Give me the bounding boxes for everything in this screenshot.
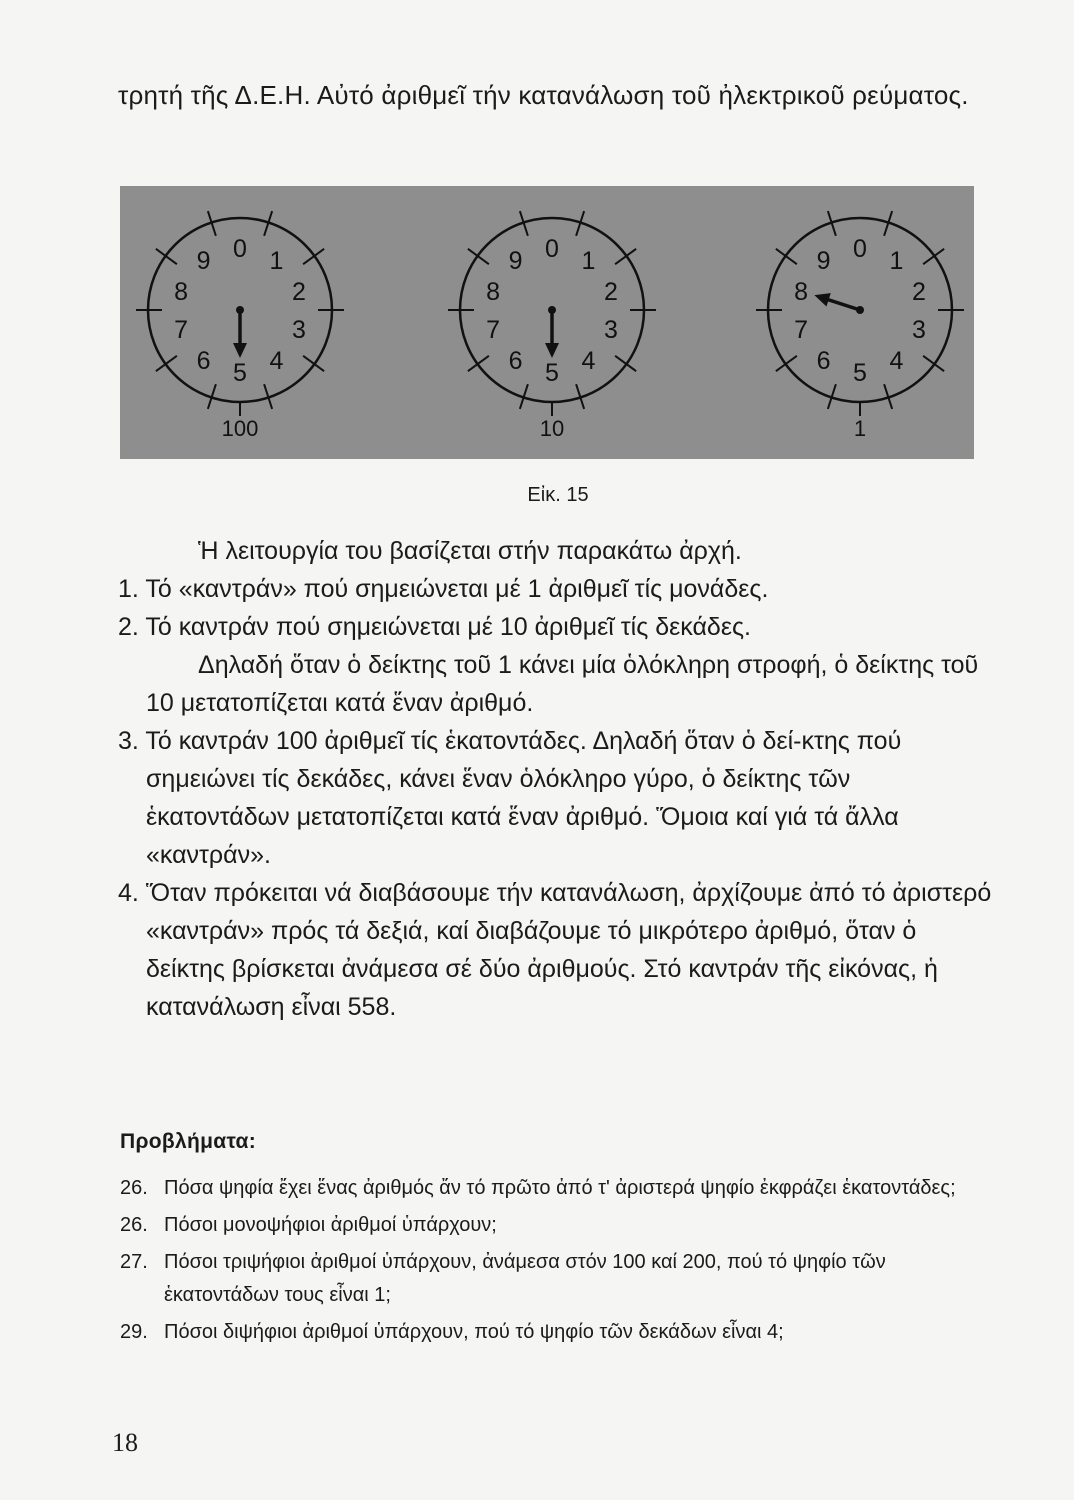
list-item-4: 4. Ὅταν πρόκειται νά διαβάσουμε τήν κατανάλωση, ἀρχίζουμε ἀπό τό ἀριστερό «καντράν» πρός τά δεξιά, καί διαβάζουμε τό μικρότερο ἀριθμό, ὅταν ὁ δείκτης βρίσκεται ἀνάμεσα σέ δύο ἀριθμούς. Στό καντράν τῆς εἰκόνας, ἡ κατανάλωση εἶναι 558. <box>118 879 992 1021</box>
dial-tick <box>156 249 177 264</box>
problem-item <box>120 1209 1000 1242</box>
page-number: 18 <box>112 1428 138 1457</box>
dial-digit: 1 <box>581 246 596 275</box>
intro-paragraph: τρητή τῆς Δ.Ε.Η. Αὐτό ἀριθμεῖ τήν κατανάλωση τοῦ ἠλεκτρικοῦ ρεύματος. <box>118 80 969 110</box>
dial-tick <box>156 356 177 371</box>
dial-digit: 8 <box>794 277 808 306</box>
dial-digit: 3 <box>292 316 306 345</box>
problem-item <box>120 1246 1000 1312</box>
problem-text: Πόσα ψηφία ἔχει ἕνας ἀριθμός ἄν τό πρῶτο ἀπό τ' ἀριστερά ψηφίο ἐκφράζει ἑκατοντάδες; <box>164 1177 956 1199</box>
dial-digit: 1 <box>269 246 284 275</box>
dial-digit: 2 <box>292 277 306 306</box>
dial-digit: 6 <box>816 347 831 376</box>
lead-sentence: Ἡ λειτουργία του βασίζεται στήν παρακάτω ἀρχή. <box>198 537 742 565</box>
dial-digit: 2 <box>604 277 618 306</box>
dials-illustration <box>120 186 974 459</box>
problem-number: 26. <box>120 1214 148 1236</box>
dial-tick <box>923 249 944 264</box>
dial-tick <box>468 249 489 264</box>
dial-digit: 7 <box>794 316 808 345</box>
dial-digit: 9 <box>816 246 831 275</box>
figure-caption: Εἰκ. 15 <box>527 484 589 506</box>
dial-digit: 5 <box>545 359 559 387</box>
pointer-arrowhead <box>233 343 247 358</box>
dial-hub <box>548 306 556 314</box>
dial-digit: 5 <box>853 359 867 387</box>
dial-digit: 6 <box>196 347 211 376</box>
problem-item <box>120 1172 1000 1205</box>
dial-digit: 2 <box>912 277 926 306</box>
problems-list <box>120 1172 1000 1353</box>
dial-digit: 0 <box>233 235 247 263</box>
dial-tick <box>923 356 944 371</box>
dial-digit: 4 <box>889 347 904 376</box>
dial-hub <box>236 306 244 314</box>
problem-number: 26. <box>120 1177 148 1199</box>
dial-digit: 4 <box>581 347 596 376</box>
dial-units-label: 1 <box>853 416 867 441</box>
pointer-arrowhead <box>814 293 830 306</box>
dial-digit: 7 <box>174 316 188 345</box>
list-item-2: 2. Τό καντράν πού σημειώνεται μέ 10 ἀριθμεῖ τίς δεκάδες. <box>118 613 751 641</box>
problems-heading: Προβλήματα: <box>120 1130 257 1153</box>
problem-text: Πόσοι διψήφιοι ἀριθμοί ὑπάρχουν, πού τό ψηφίο τῶν δεκάδων εἶναι 4; <box>164 1321 784 1343</box>
problem-item <box>120 1316 1000 1349</box>
dial-digit: 8 <box>174 277 188 306</box>
dial-hub <box>856 306 864 314</box>
pointer-arrowhead <box>545 343 559 358</box>
dial-tick <box>303 249 324 264</box>
dial-hundreds-label: 100 <box>221 416 259 441</box>
dial-digit: 1 <box>889 246 904 275</box>
problem-text: Πόσοι μονοψήφιοι ἀριθμοί ὑπάρχουν; <box>164 1214 497 1236</box>
meter-dials-figure <box>120 186 974 459</box>
dial-digit: 7 <box>486 316 500 345</box>
problem-number: 29. <box>120 1321 148 1343</box>
dial-tick <box>776 249 797 264</box>
dial-digit: 6 <box>508 347 523 376</box>
list-item-1: 1. Τό «καντράν» πού σημειώνεται μέ 1 ἀριθμεῖ τίς μονάδες. <box>118 575 769 603</box>
problem-number: 27. <box>120 1251 148 1273</box>
dial-tick <box>468 356 489 371</box>
explanation-text <box>118 532 998 1026</box>
list-item-2-continuation: Δηλαδή ὅταν ὁ δείκτης τοῦ 1 κάνει μία ὁλόκληρη στροφή, ὁ δείκτης τοῦ 10 μετατοπίζεται κατά ἕναν ἀριθμό. <box>146 651 979 717</box>
dial-digit: 4 <box>269 347 284 376</box>
dial-tick <box>776 356 797 371</box>
dial-digit: 9 <box>508 246 523 275</box>
dial-tick <box>615 356 636 371</box>
dial-digit: 3 <box>912 316 926 345</box>
dial-digit: 5 <box>233 359 247 387</box>
dial-digit: 0 <box>853 235 867 263</box>
dial-digit: 0 <box>545 235 559 263</box>
dial-tick <box>615 249 636 264</box>
dial-tick <box>303 356 324 371</box>
dial-digit: 9 <box>196 246 211 275</box>
problem-text: Πόσοι τριψήφιοι ἀριθμοί ὑπάρχουν, ἀνάμεσα στόν 100 καί 200, πού τό ψηφίο τῶν ἑκατοντάδων τους εἶναι 1; <box>164 1251 886 1306</box>
dial-tens-label: 10 <box>539 416 565 441</box>
list-item-3: 3. Τό καντράν 100 ἀριθμεῖ τίς ἑκατοντάδες. Δηλαδή ὅταν ὁ δεί-κτης πού σημειώνει τίς δεκάδες, κάνει ἕναν ὁλόκληρο γύρο, ὁ δείκτης τῶν ἑκατοντάδων μετατοπίζεται κατά ἕναν ἀριθμό. Ὅμοια καί γιά τά ἄλλα «καντράν». <box>118 727 902 869</box>
dial-digit: 8 <box>486 277 500 306</box>
dial-digit: 3 <box>604 316 618 345</box>
